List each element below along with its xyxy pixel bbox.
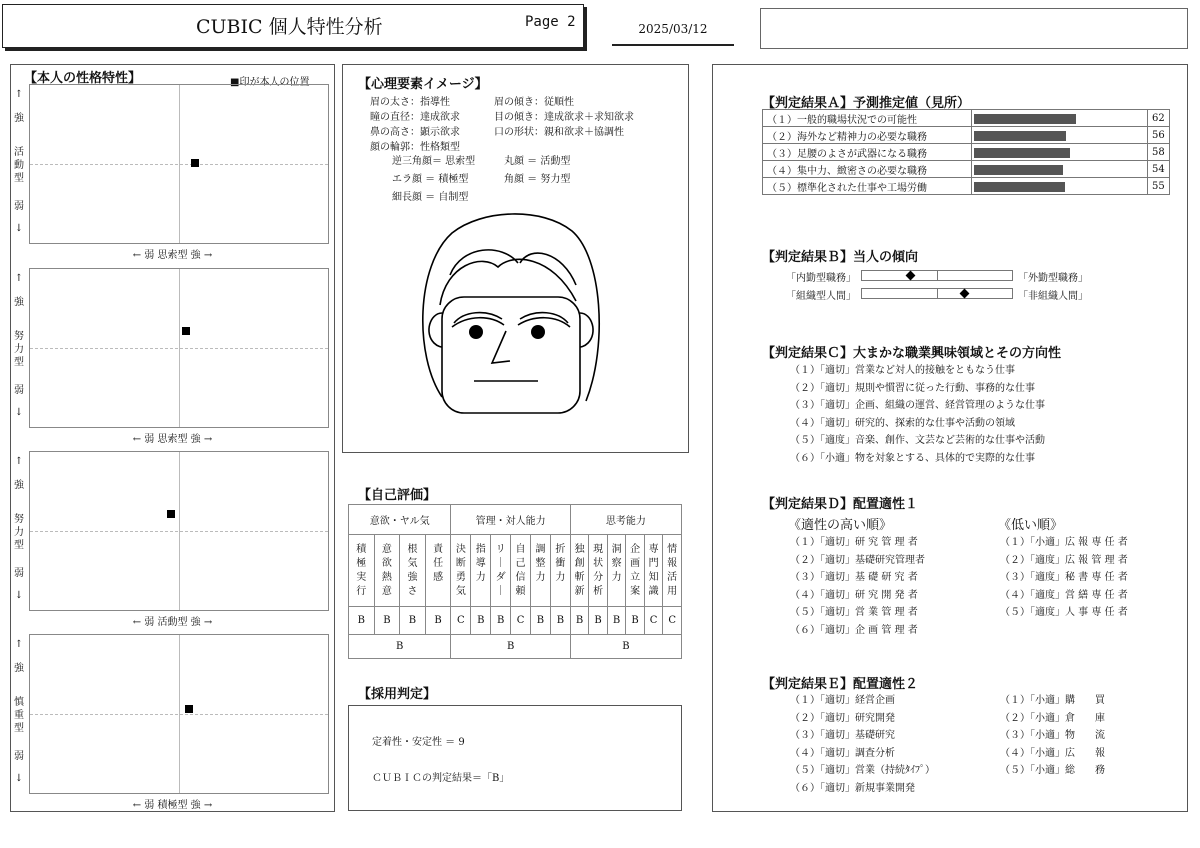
prediction-label: （５）標準化された仕事や工場労働 [763, 178, 972, 195]
self-eval-char: 分 [593, 571, 604, 583]
plot-center-horizontal [30, 531, 328, 532]
self-eval-char [551, 585, 570, 599]
self-eval-char: 欲 [381, 557, 392, 569]
self-eval-grade: B [471, 607, 491, 635]
result-d-low-item: （４）「適度」営 繕 専 任 者 [1000, 589, 1128, 601]
prediction-bar [974, 131, 1066, 141]
self-eval-char: 創 [574, 557, 585, 569]
self-eval-char: 衝 [555, 557, 566, 569]
psych-left-2: 鼻の高さ：顕示欲求 [370, 127, 460, 138]
self-eval-char: ｜ [495, 557, 506, 569]
self-eval-char: 識 [648, 585, 659, 597]
self-eval-char: ｜ [495, 585, 506, 597]
self-eval-char: リ [495, 543, 506, 555]
result-e-right-item: （４）「小適」広 報 [1000, 747, 1105, 759]
tendency-scale-midline [937, 289, 938, 298]
self-eval-char: 根 [407, 543, 418, 555]
self-eval-char: 報 [667, 557, 678, 569]
page-title: CUBIC 個人特性分析 [196, 16, 383, 38]
self-eval-table-wrap [348, 504, 682, 659]
self-eval-item [400, 535, 426, 607]
self-eval-item [471, 535, 491, 607]
self-eval-char: 察 [611, 557, 622, 569]
self-eval-char: 頼 [515, 585, 526, 597]
face-type-2a: 細長顔 ＝ 自制型 [392, 192, 469, 203]
self-eval-item [550, 535, 570, 607]
self-eval-char: 己 [515, 557, 526, 569]
prediction-label: （１）一般的職場状況での可能性 [763, 110, 972, 127]
result-e-left-item: （１）「適切」経営企画 [790, 695, 895, 706]
self-eval-char: 用 [667, 585, 678, 597]
result-e-left-item: （２）「適切」研究開発 [790, 712, 895, 724]
result-d-high-item: （４）「適切」研 究 開 発 者 [790, 589, 918, 601]
self-eval-char: 知 [648, 571, 659, 583]
prediction-bar [974, 165, 1063, 175]
prediction-value: 54 [1148, 161, 1170, 178]
self-eval-char: 任 [433, 557, 444, 569]
result-e-left-item: （４）「適切」調査分析 [790, 747, 895, 759]
self-eval-grade: C [511, 607, 531, 635]
prediction-value: 55 [1148, 178, 1170, 195]
y-strong-label: 強 [14, 663, 24, 674]
self-eval-char: 決 [455, 543, 466, 555]
self-eval-char [531, 585, 550, 599]
prediction-label: （３）足腰のよさが武器になる職務 [763, 144, 972, 161]
result-d-high-list [790, 534, 925, 640]
y-axis-type-label: 慎重型 [14, 697, 24, 734]
self-eval-char: 意 [381, 543, 392, 555]
y-arrow-up: ↑ [14, 639, 24, 650]
face-type-1a: エラ顔 ＝ 積極型 [392, 174, 469, 185]
result-d-low-item: （１）「小適」広 報 専 任 者 [1000, 537, 1128, 548]
self-eval-item [491, 535, 511, 607]
tendency-marker [905, 271, 915, 281]
psych-heading: 【心理要素イメージ】 [358, 77, 488, 92]
position-marker [182, 327, 190, 335]
y-strong-label: 強 [14, 297, 24, 308]
result-c-item: （２）「適切」規則や慣習に従った行動、事務的な仕事 [790, 382, 1035, 394]
self-eval-grade: B [400, 607, 426, 635]
self-eval-grade: B [607, 607, 626, 635]
prediction-bar [974, 148, 1070, 158]
self-eval-char: 洞 [611, 543, 622, 555]
result-d-high-title: 《適性の高い順》 [788, 518, 893, 533]
self-eval-grade: C [644, 607, 663, 635]
prediction-bar-cell [972, 161, 1148, 178]
psych-right-1: 目の傾き：達成欲求＋求知欲求 [494, 112, 634, 123]
self-eval-char: 企 [630, 543, 641, 555]
result-d-low-title: 《低い順》 [998, 518, 1064, 533]
self-eval-grade: B [589, 607, 608, 635]
prediction-label: （２）海外など精神力の必要な職務 [763, 127, 972, 144]
self-eval-char: 状 [593, 557, 604, 569]
plot-center-horizontal [30, 164, 328, 165]
self-eval-char: 独 [574, 543, 585, 555]
self-eval-char: 極 [356, 557, 367, 569]
result-b-heading: 【判定結果Ｂ】当人の傾向 [762, 250, 919, 265]
face-type-1b: 角顔 ＝ 努力型 [504, 174, 571, 185]
prediction-value: 58 [1148, 144, 1170, 161]
x-axis-label: ← 弱 思索型 強 → [132, 250, 213, 261]
result-d-low-list [1000, 534, 1128, 622]
tendency-scale-midline [937, 271, 938, 280]
prediction-bar-cell [972, 127, 1148, 144]
result-c-item: （１）「適切」営業など対人的接触をともなう仕事 [790, 365, 1015, 376]
self-eval-item [425, 535, 451, 607]
y-arrow-down: ↓ [14, 223, 24, 234]
x-axis-label: ← 弱 思索型 強 → [132, 434, 213, 445]
prediction-value: 56 [1148, 127, 1170, 144]
position-marker [191, 159, 199, 167]
y-strong-label: 強 [14, 480, 24, 491]
self-eval-char: 断 [455, 557, 466, 569]
self-eval-char: 勇 [455, 571, 466, 583]
prediction-row [763, 161, 1170, 178]
blank-header-box [760, 8, 1188, 49]
prediction-label: （４）集中力、緻密さの必要な職務 [763, 161, 972, 178]
tendency-left-label: 「組織型人間」 [786, 291, 856, 302]
result-e-left-item: （６）「適切」新規事業開発 [790, 782, 915, 794]
self-eval-grade: B [570, 607, 589, 635]
result-c-heading: 【判定結果Ｃ】大まかな職業興味領域とその方向性 [762, 346, 1062, 361]
self-eval-char: 新 [574, 585, 585, 597]
self-eval-item [663, 535, 682, 607]
self-eval-grade: B [349, 607, 375, 635]
self-eval-grade: B [550, 607, 570, 635]
self-eval-item [374, 535, 400, 607]
self-eval-char: 画 [630, 557, 641, 569]
y-axis-type-label: 努力型 [14, 331, 24, 368]
result-d-high-item: （６）「適切」企 画 管 理 者 [790, 624, 918, 636]
self-eval-item [349, 535, 375, 607]
self-eval-grade: B [374, 607, 400, 635]
y-arrow-up: ↑ [14, 273, 24, 284]
self-eval-char: 門 [648, 557, 659, 569]
x-axis-label: ← 弱 活動型 強 → [132, 617, 213, 628]
self-eval-grade: C [451, 607, 471, 635]
tendency-right-label: 「外勤型職務」 [1018, 273, 1088, 284]
self-eval-char: 信 [515, 571, 526, 583]
position-marker [185, 705, 193, 713]
prediction-bar [974, 114, 1076, 124]
y-weak-label: 弱 [14, 385, 24, 396]
self-eval-char: 自 [515, 543, 526, 555]
self-eval-char: 力 [475, 571, 486, 583]
self-eval-heading: 【自己評価】 [358, 488, 437, 503]
traits-note: ■印が本人の位置 [230, 77, 310, 88]
result-e-left-list [790, 692, 935, 798]
self-eval-group-1: 管理・対人能力 [451, 505, 570, 535]
y-weak-label: 弱 [14, 568, 24, 579]
self-eval-char: 積 [356, 543, 367, 555]
tendency-marker [959, 289, 969, 299]
prediction-row [763, 144, 1170, 161]
self-eval-char: 行 [356, 585, 367, 597]
self-eval-grade: B [425, 607, 451, 635]
self-eval-char: 強 [407, 571, 418, 583]
self-eval-char: 活 [667, 571, 678, 583]
y-weak-label: 弱 [14, 751, 24, 762]
self-eval-char: 立 [630, 571, 641, 583]
trait-plot [29, 451, 329, 611]
result-d-high-item: （３）「適切」基 礎 研 究 者 [790, 572, 918, 584]
self-eval-grade: B [491, 607, 511, 635]
result-e-heading: 【判定結果Ｅ】配置適性２ [762, 677, 919, 692]
psych-left-3: 顔の輪郭：性格類型 [370, 142, 460, 153]
self-eval-char: 斬 [574, 571, 585, 583]
self-eval-grade: B [531, 607, 551, 635]
self-eval-char: 力 [611, 571, 622, 583]
plot-center-horizontal [30, 348, 328, 349]
self-eval-item [626, 535, 645, 607]
self-eval-char: 気 [407, 557, 418, 569]
result-e-left-item: （５）「適切」営業（持続ﾀｲﾌﾟ） [790, 765, 935, 777]
self-eval-char: 力 [555, 571, 566, 583]
result-a-table [762, 109, 1170, 195]
result-d-high-item: （１）「適切」研 究 管 理 者 [790, 537, 918, 548]
tendency-left-label: 「内勤型職務」 [786, 273, 856, 284]
result-c-item: （４）「適切」研究的、探索的な仕事や活動の領域 [790, 417, 1015, 429]
hiring-result: ＣＵＢＩＣの判定結果＝「B」 [372, 773, 510, 784]
result-e-right-list [1000, 692, 1105, 780]
self-eval-group-grade-2: B [570, 635, 681, 659]
self-eval-char: 気 [455, 585, 466, 597]
prediction-bar-cell [972, 144, 1148, 161]
y-axis-type-label: 活動型 [14, 147, 24, 184]
self-eval-char: 責 [433, 543, 444, 555]
y-strong-label: 強 [14, 113, 24, 124]
report-date: 2025/03/12 [638, 22, 708, 36]
result-c-list [790, 362, 1045, 468]
self-eval-item [607, 535, 626, 607]
self-eval-char: 導 [475, 557, 486, 569]
result-d-low-item: （２）「適度」広 報 管 理 者 [1000, 554, 1128, 566]
self-eval-char: 実 [356, 571, 367, 583]
face-illustration [412, 205, 608, 417]
self-eval-char: 案 [630, 585, 641, 597]
self-eval-char: ダ [495, 571, 506, 583]
x-axis-label: ← 弱 積極型 強 → [132, 800, 213, 811]
position-marker [167, 510, 175, 518]
y-arrow-up: ↑ [14, 456, 24, 467]
result-e-right-item: （１）「小適」購 買 [1000, 695, 1105, 706]
psych-right-0: 眉の傾き：従順性 [494, 97, 574, 108]
result-e-left-item: （３）「適切」基礎研究 [790, 730, 895, 742]
tendency-scale [861, 270, 1013, 281]
self-eval-char: 情 [667, 543, 678, 555]
trait-plot [29, 84, 329, 244]
psych-left-1: 瞳の直径：達成欲求 [370, 112, 460, 123]
self-eval-group-grade-0: B [349, 635, 451, 659]
result-c-item: （５）「適度」音楽、創作、文芸など芸術的な仕事や活動 [790, 435, 1045, 447]
prediction-row [763, 127, 1170, 144]
trait-plot [29, 268, 329, 428]
self-eval-grade: B [626, 607, 645, 635]
y-arrow-down: ↓ [14, 773, 24, 784]
psych-right-2: 口の形状：親和欲求＋協調性 [494, 127, 624, 138]
self-eval-group-grade-1: B [451, 635, 570, 659]
self-eval-char: 整 [535, 557, 546, 569]
tendency-right-label: 「非組織人間」 [1018, 291, 1088, 302]
traits-heading: 【本人の性格特性】 [24, 71, 142, 86]
y-arrow-down: ↓ [14, 590, 24, 601]
prediction-row [763, 178, 1170, 195]
face-type-0a: 逆三角顔＝ 思索型 [392, 156, 476, 167]
psych-left-list [370, 95, 460, 155]
self-eval-char [426, 585, 451, 599]
y-axis-type-label: 努力型 [14, 514, 24, 551]
self-eval-char: 専 [648, 543, 659, 555]
y-arrow-up: ↑ [14, 89, 24, 100]
self-eval-item [589, 535, 608, 607]
self-eval-grade: C [663, 607, 682, 635]
prediction-value: 62 [1148, 110, 1170, 127]
prediction-bar [974, 182, 1065, 192]
self-eval-table [348, 504, 682, 659]
psych-left-0: 眉の太さ：指導性 [370, 97, 450, 108]
self-eval-char: 調 [535, 543, 546, 555]
prediction-bar-cell [972, 110, 1148, 127]
result-a-table-wrap [762, 109, 1170, 195]
result-d-low-item: （３）「適度」秘 書 専 任 者 [1000, 572, 1128, 584]
self-eval-char [608, 585, 626, 599]
result-c-item: （３）「適切」企画、組織の運営、経営管理のような仕事 [790, 400, 1045, 412]
self-eval-char: 析 [593, 585, 604, 597]
result-d-low-item: （５）「適度」人 事 専 任 者 [1000, 607, 1128, 619]
result-e-right-item: （２）「小適」倉 庫 [1000, 712, 1105, 724]
hiring-box [348, 705, 682, 811]
hiring-stability: 定着性・安定性 ＝ 9 [372, 737, 465, 748]
plot-center-horizontal [30, 714, 328, 715]
result-d-high-item: （２）「適切」基礎研究管理者 [790, 554, 925, 566]
result-e-right-item: （３）「小適」物 流 [1000, 730, 1105, 742]
self-eval-char: 現 [593, 543, 604, 555]
page-number: Page 2 [525, 14, 576, 30]
self-eval-group-0: 意欲・ヤル気 [349, 505, 451, 535]
self-eval-char: 力 [535, 571, 546, 583]
self-eval-group-2: 思考能力 [570, 505, 681, 535]
result-a-heading: 【判定結果Ａ】予測推定値（見所） [762, 96, 971, 111]
face-type-list [392, 151, 570, 205]
self-eval-char: さ [407, 585, 418, 597]
result-d-high-item: （５）「適切」営 業 管 理 者 [790, 607, 918, 619]
self-eval-char: 折 [555, 543, 566, 555]
prediction-row [763, 110, 1170, 127]
y-weak-label: 弱 [14, 201, 24, 212]
self-eval-item [531, 535, 551, 607]
self-eval-char [471, 585, 490, 599]
self-eval-item [511, 535, 531, 607]
face-type-0b: 丸顔 ＝ 活動型 [504, 156, 571, 167]
date-underline [612, 44, 734, 46]
trait-plot [29, 634, 329, 794]
result-e-right-item: （５）「小適」総 務 [1000, 765, 1105, 777]
result-c-item: （６）「小適」物を対象とする、具体的で実際的な仕事 [790, 452, 1035, 464]
self-eval-char: 感 [433, 571, 444, 583]
self-eval-char: 意 [381, 585, 392, 597]
self-eval-item [451, 535, 471, 607]
self-eval-char: 指 [475, 543, 486, 555]
self-eval-item [570, 535, 589, 607]
tendency-scale [861, 288, 1013, 299]
psych-right-list [494, 95, 634, 140]
result-d-heading: 【判定結果Ｄ】配置適性１ [762, 497, 919, 512]
y-arrow-down: ↓ [14, 407, 24, 418]
self-eval-char: 熱 [381, 571, 392, 583]
self-eval-item [644, 535, 663, 607]
hiring-heading: 【採用判定】 [358, 687, 437, 702]
prediction-bar-cell [972, 178, 1148, 195]
